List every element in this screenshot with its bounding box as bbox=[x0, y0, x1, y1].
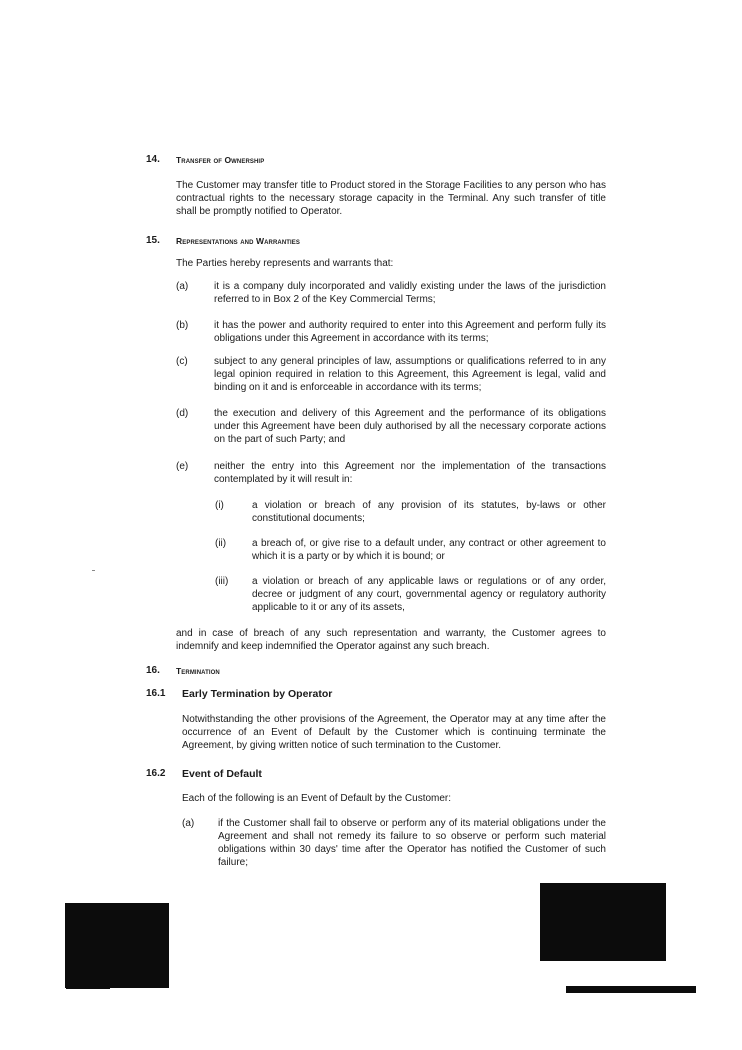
subitem-ii-label: (ii) bbox=[215, 538, 227, 549]
section-16-heading: Termination bbox=[176, 666, 220, 676]
subitem-ii-text: a breach of, or give rise to a default under, any contract or other agreement to which it is a party or by which it is bound; or bbox=[252, 538, 606, 562]
subitem-iii-label: (iii) bbox=[215, 576, 229, 587]
section-16-1-heading: Early Termination by Operator bbox=[182, 688, 333, 700]
redacted-line-left bbox=[66, 987, 110, 989]
item-c-label: (c) bbox=[176, 356, 188, 367]
section-16-number: 16. bbox=[146, 665, 160, 676]
subitem-i-text: a violation or breach of any provision of its statutes, by-laws or other constitutional documents; bbox=[252, 500, 606, 524]
section-15-closing: and in case of breach of any such representation and warranty, the Customer agrees to indemnify and keep indemnified the Operator against any such breach. bbox=[176, 628, 606, 652]
item-a-text: it is a company duly incorporated and validly existing under the laws of the jurisdiction referred to in Box 2 of the Key Commercial Terms; bbox=[214, 281, 606, 305]
section-16-2-heading: Event of Default bbox=[182, 768, 262, 780]
section-14-number: 14. bbox=[146, 154, 160, 165]
item-b-text: it has the power and authority required to enter into this Agreement and perform fully its obligations under this Agreement in accordance with its terms; bbox=[214, 320, 606, 344]
item-c-text: subject to any general principles of law, assumptions or qualifications referred to in any legal opinion required in relation to this Agreement, this Agreement is legal, valid and binding on it and is enforceable in accordance with its terms; bbox=[214, 356, 606, 393]
section-15-number: 15. bbox=[146, 235, 160, 246]
section-16-2-number: 16.2 bbox=[146, 768, 166, 779]
item-a-label: (a) bbox=[176, 281, 189, 292]
item-e-text: neither the entry into this Agreement nor the implementation of the transactions contemplated by it will result in: bbox=[214, 461, 606, 485]
section-14-heading: Transfer of Ownership bbox=[176, 155, 265, 165]
redacted-line-right bbox=[566, 986, 696, 993]
redacted-box-left bbox=[65, 903, 169, 988]
event-a-text: if the Customer shall fail to observe or perform any of its material obligations under the Agreement and shall not remedy its failure to so observe or perform such material obligations within 30 days' time after the Operator has notified the Customer of such failure; bbox=[218, 818, 606, 868]
item-d-label: (d) bbox=[176, 408, 189, 419]
subitem-i-label: (i) bbox=[215, 500, 224, 511]
event-a-label: (a) bbox=[182, 818, 195, 829]
section-15-heading: Representations and Warranties bbox=[176, 236, 301, 246]
item-d-text: the execution and delivery of this Agreement and the performance of its obligations under this Agreement have been duly authorised by all the necessary corporate actions on the part of such Party; and bbox=[214, 408, 606, 445]
subitem-iii-text: a violation or breach of any applicable laws or regulations or of any order, decree or judgment of any court, governmental agency or regulatory authority applicable to it or any of its assets, bbox=[252, 576, 606, 613]
section-14-body: The Customer may transfer title to Product stored in the Storage Facilities to any person who has contractual rights to the necessary storage capacity in the Terminal. Any such transfer of title shall be promptly notified to Operator. bbox=[176, 180, 606, 217]
section-16-2-intro: Each of the following is an Event of Default by the Customer: bbox=[182, 793, 452, 804]
item-b-label: (b) bbox=[176, 320, 189, 331]
redacted-box-right bbox=[540, 883, 666, 961]
section-16-1-body: Notwithstanding the other provisions of the Agreement, the Operator may at any time after the occurrence of an Event of Default by the Customer which is continuing terminate the Agreement, by giving written notice of such termination to the Customer. bbox=[182, 714, 606, 751]
section-15-intro: The Parties hereby represents and warrants that: bbox=[176, 258, 394, 269]
margin-mark bbox=[92, 570, 95, 571]
item-e-label: (e) bbox=[176, 461, 189, 472]
section-16-1-number: 16.1 bbox=[146, 688, 166, 699]
